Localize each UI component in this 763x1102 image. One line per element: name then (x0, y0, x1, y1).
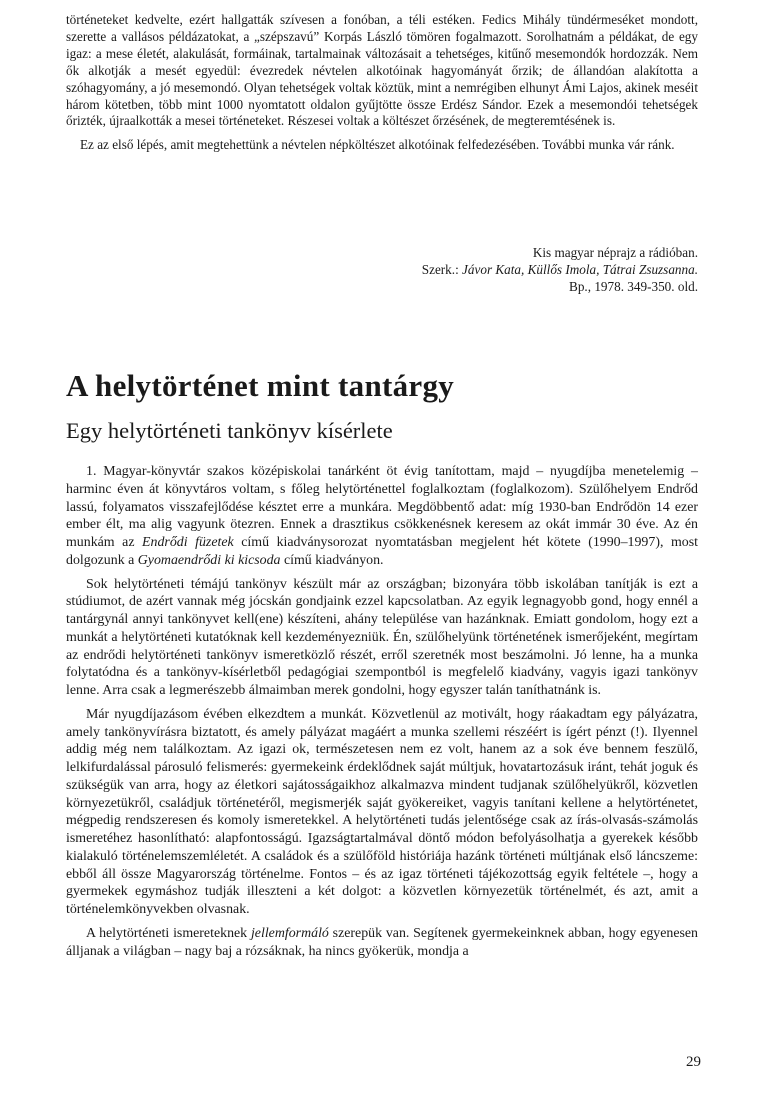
text-run: című kiadványsorozat nyomtatásban megjelent hét kötete (1990–1997), most dolgozunk a (66, 535, 698, 568)
text-run: című kiadványon. (280, 552, 384, 568)
article-body (66, 463, 698, 960)
paragraph: Már nyugdíjazásom évében elkezdtem a munkát. Közvetlenül az motivált, hogy ráakadtam egy pályázatra, amely tankönyvírásra biztatott, és amely pályázat magáért a munka szellemi részéért is ígért pénzt (!). Ilyennel addig még nem találkoztam. Az igazi ok, természetesen nem ez volt, hanem az a sok éve bennem feszülő, lelkifurdalással párosuló felismerés: gyermekeink érdeklődnek saját múltjuk, hovatartozásuk iránt, tehát joguk és szükségük van arra, hogy az életkori sajátosságaikhoz alkalmazva mindent tudjanak szülőhelyükről, közvetlen környezetükről, családjuk történetéről, megismerjék saját gyökereiket, vagyis tanítani kellene a helytörténetet, mégpedig rendszeresen és komoly ismeretekkel. A helytörténeti tudás jelentősége csak az írás-olvasás-számolás ismeretéhez hasonlítható: alapfontosságú. Igazságtartalmával döntő módon befolyásolhatja a gyerekek később kialakuló történelemszemléletét. A családok és a szülőföld históriája hazánk történeti múltjának első láncszeme: ebből áll össze Magyarország történelme. Fontos – és az igaz történeti tájékozottság egyik feltétele –, hogy a gyermekek egymáshoz tudják illeszteni a két dolgot: a közvetlen környezetük történelmét, és azt, amit a történelemkönyvekben olvasnak. (66, 706, 698, 917)
paragraph: Ez az első lépés, amit megtehettünk a névtelen népköltészet alkotóinak felfedezésében. További munka vár ránk. (80, 137, 675, 153)
citation-line (422, 261, 698, 278)
text-run: 1. Magyar-könyvtár szakos középiskolai tanárként öt évig tanítottam, majd – nyugdíjba menetelemig – harminc éven át könyvtáros voltam, s főleg helytörténettel foglalkoztam (foglalkozom). Szülőhelyem Endrőd lassú, folyamatos visszafejlődése késztet erre a munkára. Megdöbbentő adat: míg 1930-ban Endrődön 14 ezer ember élt, ma alig vagyunk ötezren. Ennek a drasztikus csökkenésnek keresem az okát immár 30 éve. Az én munkám az (66, 464, 698, 550)
paragraph: történeteket kedvelte, ezért hallgatták szívesen a fonóban, a téli estéken. Fedics Mihály tündérmeséket mondott, szerette a vallásos példázatokat, a „szépszavú” Korpás László tömören fogalmazott. Sorolhatnám a példákat, de egy igaz: a mese életét, alakulását, formáinak, tartalmainak változásait a tehetséges, kitűnő mesemondók hordozzák. Nem ők alkotják a mesét egyedül: évezredek névtelen alkotóinak hagyományát őrzik; de állandóan alakította a szóhagyomány, a jó mesemondó. Olyan tehetségek voltak köztük, mint a nemrégiben elhunyt Ámi Lajos, akinek meséit három kötetben, több mint 1000 nyomtatott oldalon gyűjtötte össze Erdész Sándor. Ezek a mesemondói tehetségek őrizték, újraalkották a mesei történeteket. Részesei voltak a költészet őrzésének, de megteremtésének is. (66, 12, 698, 129)
paragraph (66, 463, 698, 570)
text-run: A helytörténeti ismereteknek (86, 925, 251, 941)
text-run: szerepük van. Segítenek gyermekeinknek abban, hogy egyenesen álljanak a világban – nagy baj a rózsáknak, ha nincs gyökerük, mondja a (66, 925, 698, 959)
citation-editors: Jávor Kata, Küllős Imola, Tátrai Zsuzsanna. (462, 262, 698, 277)
italic-title: Endrődi füzetek (142, 535, 234, 550)
previous-article-ending (66, 12, 698, 154)
source-citation (422, 244, 698, 295)
citation-line: Kis magyar néprajz a rádióban. (532, 245, 698, 260)
page-number: 29 (686, 1054, 701, 1070)
italic-term: jellemformáló (250, 925, 329, 941)
italic-title: Gyomaendrődi ki kicsoda (137, 552, 281, 568)
article-subtitle: Egy helytörténeti tankönyv kísérlete (66, 418, 393, 443)
paragraph (66, 925, 698, 961)
citation-line: Bp., 1978. 349-350. old. (569, 279, 698, 294)
article-title: A helytörténet mint tantárgy (66, 368, 455, 403)
citation-prefix: Szerk.: (421, 262, 463, 277)
paragraph: Sok helytörténeti témájú tankönyv készült már az országban; bizonyára több iskolában tanítják is ezt a stúdiumot, de azért vannak még jócskán gondjaink ezzel kapcsolatban. Az egyik legnagyobb gond, hogy ennél a tantárgynál annyi tankönyvet kell(ene) készíteni, ahány települése van hazánknak. Emiatt gondolom, hogy ezt a munkát a helytörténeti kutatóknak kell kezdeményezniük. Én, szülőhelyünk történetének ismerőjeként, megírtam az endrődi helytörténeti tankönyv ismeretközlő részét, erről szeretnék most beszámolni. Jó lenne, ha a munka folytatódna és a tankönyv-kísérletből pedagógiai szempontból is megfelelő kiadvány, vagyis igazi tankönyv lenne. Arra csak a legmerészebb álmaimban merek gondolni, hogy egyszer talán taníthatnánk is. (66, 576, 698, 698)
